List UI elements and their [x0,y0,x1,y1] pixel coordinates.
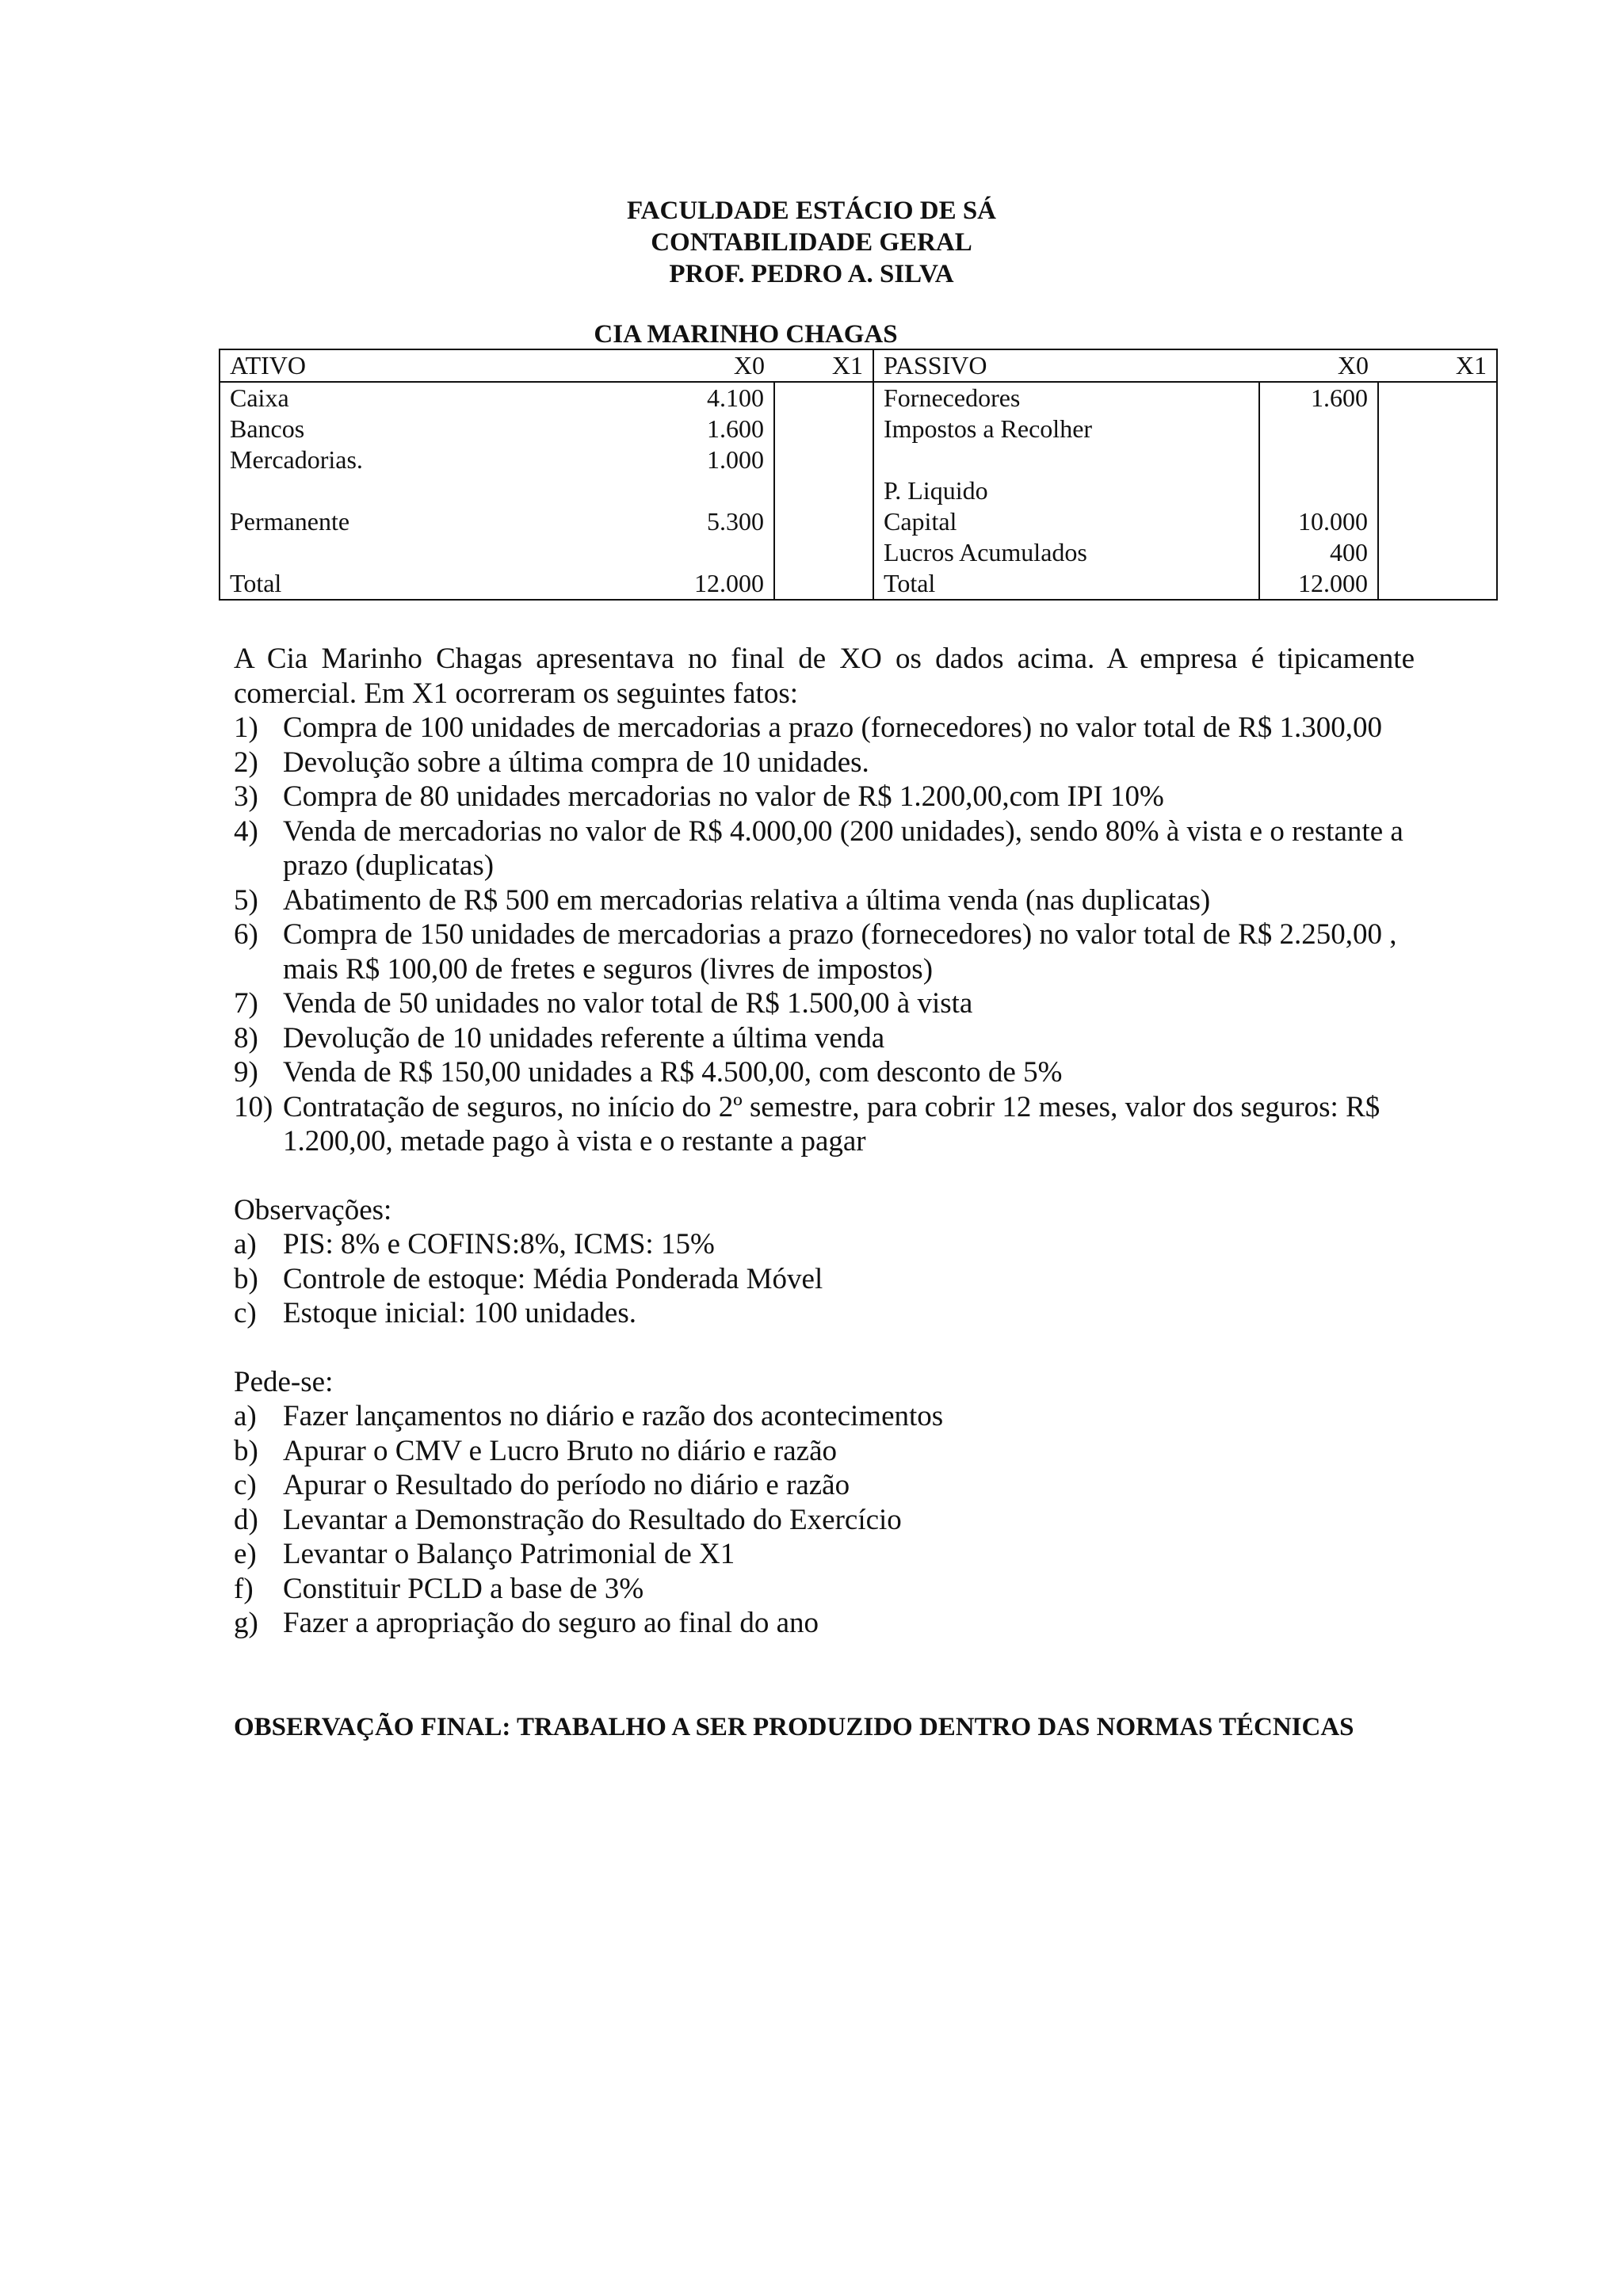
balance-row [220,506,1497,537]
document-header [0,195,1623,290]
ativo-label: Total [220,568,655,600]
ativo-x1-value [774,444,873,475]
item-text: Constituir PCLD a base de 3% [283,1572,644,1605]
passivo-x0-value [1259,414,1378,444]
item-text: Compra de 100 unidades de mercadorias a prazo (fornecedores) no valor total de R$ 1.300,00 [283,711,1383,744]
ativo-label: Permanente [220,506,655,537]
item-number: 7) [234,987,258,1020]
passivo-x1-value [1378,475,1497,506]
ativo-label [220,537,655,568]
requests-list [234,1399,1415,1641]
item-letter: g) [234,1607,258,1639]
item-text: Venda de R$ 150,00 unidades a R$ 4.500,00, com desconto de 5% [283,1056,1063,1089]
list-item [234,1021,1415,1056]
item-number: 3) [234,780,258,813]
ativo-x1-value [774,414,873,444]
item-number: 8) [234,1021,258,1055]
item-number: 9) [234,1056,258,1089]
passivo-x0-value: 1.600 [1259,382,1378,414]
list-item [234,746,1415,780]
ativo-x0-value: 12.000 [655,568,774,600]
balance-row [220,414,1497,444]
item-text: Fazer a apropriação do seguro ao final do ano [283,1607,819,1639]
balance-row [220,382,1497,414]
list-item [234,1227,1415,1262]
balance-row [220,475,1497,506]
list-item [234,1296,1415,1331]
list-item [234,1055,1415,1090]
final-note: OBSERVAÇÃO FINAL: TRABALHO A SER PRODUZIDO DENTRO DAS NORMAS TÉCNICAS [234,1713,1354,1741]
balance-row [220,444,1497,475]
company-title: CIA MARINHO CHAGAS [594,320,898,349]
course-name: CONTABILIDADE GERAL [651,228,972,257]
passivo-label: Total [873,568,1259,600]
list-item [234,986,1415,1021]
list-item [234,1434,1415,1469]
ativo-x1-value [774,382,873,414]
exercise-body [234,642,1415,1641]
passivo-x0-value: 12.000 [1259,568,1378,600]
item-number: 2) [234,746,258,779]
list-item [234,1503,1415,1538]
col-header-passivo-x1: X1 [1378,349,1497,382]
professor-name: PROF. PEDRO A. SILVA [669,260,954,288]
ativo-x0-value [655,537,774,568]
item-letter: c) [234,1297,257,1329]
item-text: PIS: 8% e COFINS:8%, ICMS: 15% [283,1228,715,1261]
observations-list [234,1227,1415,1331]
passivo-x1-value [1378,568,1497,600]
item-letter: a) [234,1228,257,1261]
observations-title: Observações: [234,1193,392,1226]
list-item [234,1262,1415,1297]
ativo-x1-value [774,506,873,537]
list-item [234,883,1415,918]
item-letter: e) [234,1538,257,1570]
item-text: Apurar o Resultado do período no diário e razão [283,1469,850,1501]
ativo-x0-value: 1.000 [655,444,774,475]
passivo-x1-value [1378,506,1497,537]
passivo-x1-value [1378,382,1497,414]
item-letter: c) [234,1469,257,1501]
ativo-label: Bancos [220,414,655,444]
ativo-label: Caixa [220,382,655,414]
passivo-label: Impostos a Recolher [884,414,1093,443]
item-number: 4) [234,814,258,848]
list-item [234,814,1415,883]
list-item [234,1572,1415,1607]
facts-list [234,711,1415,1159]
intro-paragraph: A Cia Marinho Chagas apresentava no final de XO os dados acima. A empresa é tipicamente comercial. Em X1 ocorreram os seguintes fatos: [234,643,1415,710]
passivo-x0-value [1259,475,1378,506]
list-item [234,1399,1415,1434]
ativo-label [220,475,655,506]
item-text: Venda de mercadorias no valor de R$ 4.000,00 (200 unidades), sendo 80% à vista e o restante a prazo (duplicatas) [283,814,1403,882]
item-letter: f) [234,1572,254,1605]
item-letter: d) [234,1503,258,1536]
item-text: Compra de 150 unidades de mercadorias a prazo (fornecedores) no valor total de R$ 2.250,00 , mais R$ 100,00 de fretes e seguros (livres de impostos) [283,918,1397,986]
item-number: 6) [234,918,258,951]
item-text: Compra de 80 unidades mercadorias no valor de R$ 1.200,00,com IPI 10% [283,780,1164,813]
item-number: 5) [234,883,258,917]
item-number: 10) [234,1090,273,1123]
list-item [234,917,1415,986]
list-item [234,1537,1415,1572]
balance-row [220,537,1497,568]
item-letter: a) [234,1400,257,1432]
passivo-x0-value [1259,444,1378,475]
passivo-label: Capital [884,507,957,536]
col-header-ativo-x1: X1 [774,349,873,382]
passivo-label [873,444,1259,475]
ativo-x1-value [774,568,873,600]
list-item [234,711,1415,746]
col-header-ativo: ATIVO [220,349,655,382]
ativo-x1-value [774,475,873,506]
balance-total-row [220,568,1497,600]
list-item [234,780,1415,814]
list-item [234,1606,1415,1641]
ativo-x0-value: 5.300 [655,506,774,537]
col-header-passivo-x0: X0 [1259,349,1378,382]
item-text: Abatimento de R$ 500 em mercadorias relativa a última venda (nas duplicatas) [283,883,1211,917]
passivo-label: Lucros Acumulados [884,538,1087,566]
item-text: Devolução sobre a última compra de 10 unidades. [283,746,869,779]
item-text: Contratação de seguros, no início do 2º semestre, para cobrir 12 meses, valor dos seguros: R$ 1.200,00, metade pago à vista e o restante a pagar [283,1090,1381,1158]
passivo-x1-value [1378,414,1497,444]
item-text: Levantar a Demonstração do Resultado do Exercício [283,1503,902,1536]
ativo-x0-value: 4.100 [655,382,774,414]
passivo-x1-value [1378,444,1497,475]
col-header-passivo: PASSIVO [873,349,1259,382]
passivo-x1-value [1378,537,1497,568]
item-text: Levantar o Balanço Patrimonial de X1 [283,1538,735,1570]
item-letter: b) [234,1262,258,1295]
item-number: 1) [234,711,258,744]
balance-sheet-table [219,349,1498,601]
passivo-label: Fornecedores [884,383,1021,412]
ativo-x0-value: 1.600 [655,414,774,444]
passivo-label: P. Liquido [884,476,988,505]
col-header-ativo-x0: X0 [655,349,774,382]
ativo-x1-value [774,537,873,568]
item-text: Fazer lançamentos no diário e razão dos acontecimentos [283,1400,944,1432]
balance-header-row [220,349,1497,382]
item-text: Estoque inicial: 100 unidades. [283,1297,636,1329]
institution-name: FACULDADE ESTÁCIO DE SÁ [626,196,997,225]
item-text: Devolução de 10 unidades referente a última venda [283,1021,885,1055]
item-text: Venda de 50 unidades no valor total de R$ 1.500,00 à vista [283,987,973,1020]
list-item [234,1468,1415,1503]
ativo-x0-value [655,475,774,506]
ativo-label: Mercadorias. [220,444,655,475]
item-text: Apurar o CMV e Lucro Bruto no diário e razão [283,1434,838,1467]
list-item [234,1090,1415,1159]
requests-title: Pede-se: [234,1365,334,1398]
passivo-x0-value: 10.000 [1259,506,1378,537]
item-letter: b) [234,1434,258,1467]
passivo-x0-value: 400 [1259,537,1378,568]
item-text: Controle de estoque: Média Ponderada Móvel [283,1262,823,1295]
